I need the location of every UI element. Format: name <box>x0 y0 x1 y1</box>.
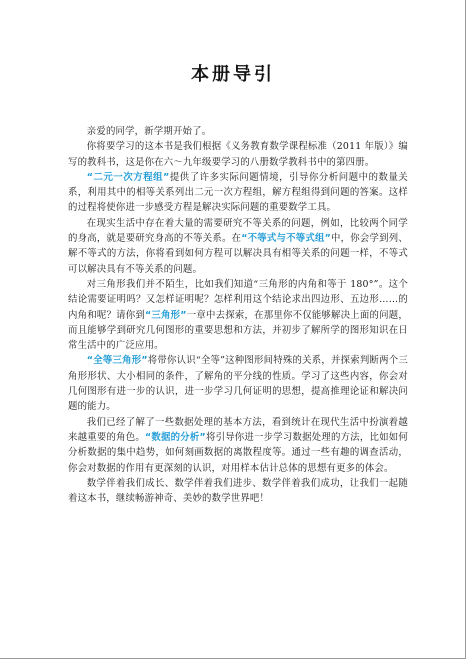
paragraph-text: 中，你会学到列、解不等式的方法，你将看到如何方程可以解决具有相等关系的问题一样，不等式可以解决具有不等关系的问题。 <box>68 233 408 275</box>
chapter-name-highlight: “不等式与不等式组” <box>241 233 331 245</box>
paragraph-text: 我们已经了解了一些数据处理的基本方法，看到统计在现代生活中扮演着越来越重要的角色。 <box>68 416 408 443</box>
paragraph-text: 对三角形我们并不陌生，比如我们知道“三角形的内角和等于 180°”。这个结论需要证明吗？又怎样证明呢？怎样利用这个结论求出四边形、五边形……的内角和呢？请你到 <box>68 278 408 321</box>
paragraph-text: 你将要学习的这本书是我们根据《义务教育数学课程标准（2011 年版）》编写的教科书，这是你在六～九年级要学习的八册数学教科书中的第四册。 <box>68 141 408 168</box>
paragraph-2 <box>68 139 408 170</box>
page-title: 本册导引 <box>191 64 275 85</box>
chapter-name-highlight: “数据的分析” <box>145 431 206 443</box>
paragraph-7 <box>68 415 408 476</box>
paragraph-8 <box>68 476 408 507</box>
paragraph-text: 亲爱的同学，新学期开始了。 <box>86 126 212 137</box>
paragraph-text: 一章中去探索，在那里你不仅能够解决上面的问题，而且能够学到研究几何图形的重要思想和方法，并初步了解所学的图形知识在日常生活中的广泛应用。 <box>68 309 409 352</box>
chapter-name-highlight: “三角形” <box>145 309 187 321</box>
paragraph-text: 将引导你进一步学习数据处理的方法，比如如何分析数据的集中趋势，如何刻画数据的离散程度等。通过一些有趣的调查活动，你会对数据的作用有更深刻的认识，对用样本估计总体的思想有更多的体会。 <box>68 431 408 474</box>
paragraph-3 <box>68 170 408 216</box>
paragraph-6 <box>68 353 408 414</box>
paragraph-4 <box>68 216 408 277</box>
paragraph-text: 数学伴着我们成长、数学伴着我们进步、数学伴着我们成功，让我们一起随着这本书，继续畅游神奇、美妙的数学世界吧！ <box>68 477 408 505</box>
chapter-name-highlight: “二元一次方程组” <box>86 171 170 183</box>
paragraph-text: 在现实生活中存在着大量的需要研究不等关系的问题，例如，比较两个同学的身高，就是要研究身高的不等关系。在 <box>68 217 408 245</box>
paragraph-1 <box>68 124 408 139</box>
chapter-name-highlight: “全等三角形” <box>86 355 148 367</box>
paragraph-text: 提供了许多实际问题情境，引导你分析问题中的数量关系，利用其中的相等关系列出二元一次方程组，解方程组得到问题的答案。这样的过程将使你进一步感受方程是解决实际问题的重要数学工具。 <box>68 171 409 214</box>
paragraph-text: 将带你认识“全等”这种图形间特殊的关系，并探索判断两个三角形形状、大小相同的条件，了解角的平分线的性质。学习了这些内容，你会对几何图形有进一步的认识，进一步学习几何证明的思想，提高推理论证和解决问题的能力。 <box>68 355 408 413</box>
paragraph-5 <box>68 277 408 353</box>
body-text <box>68 124 408 506</box>
